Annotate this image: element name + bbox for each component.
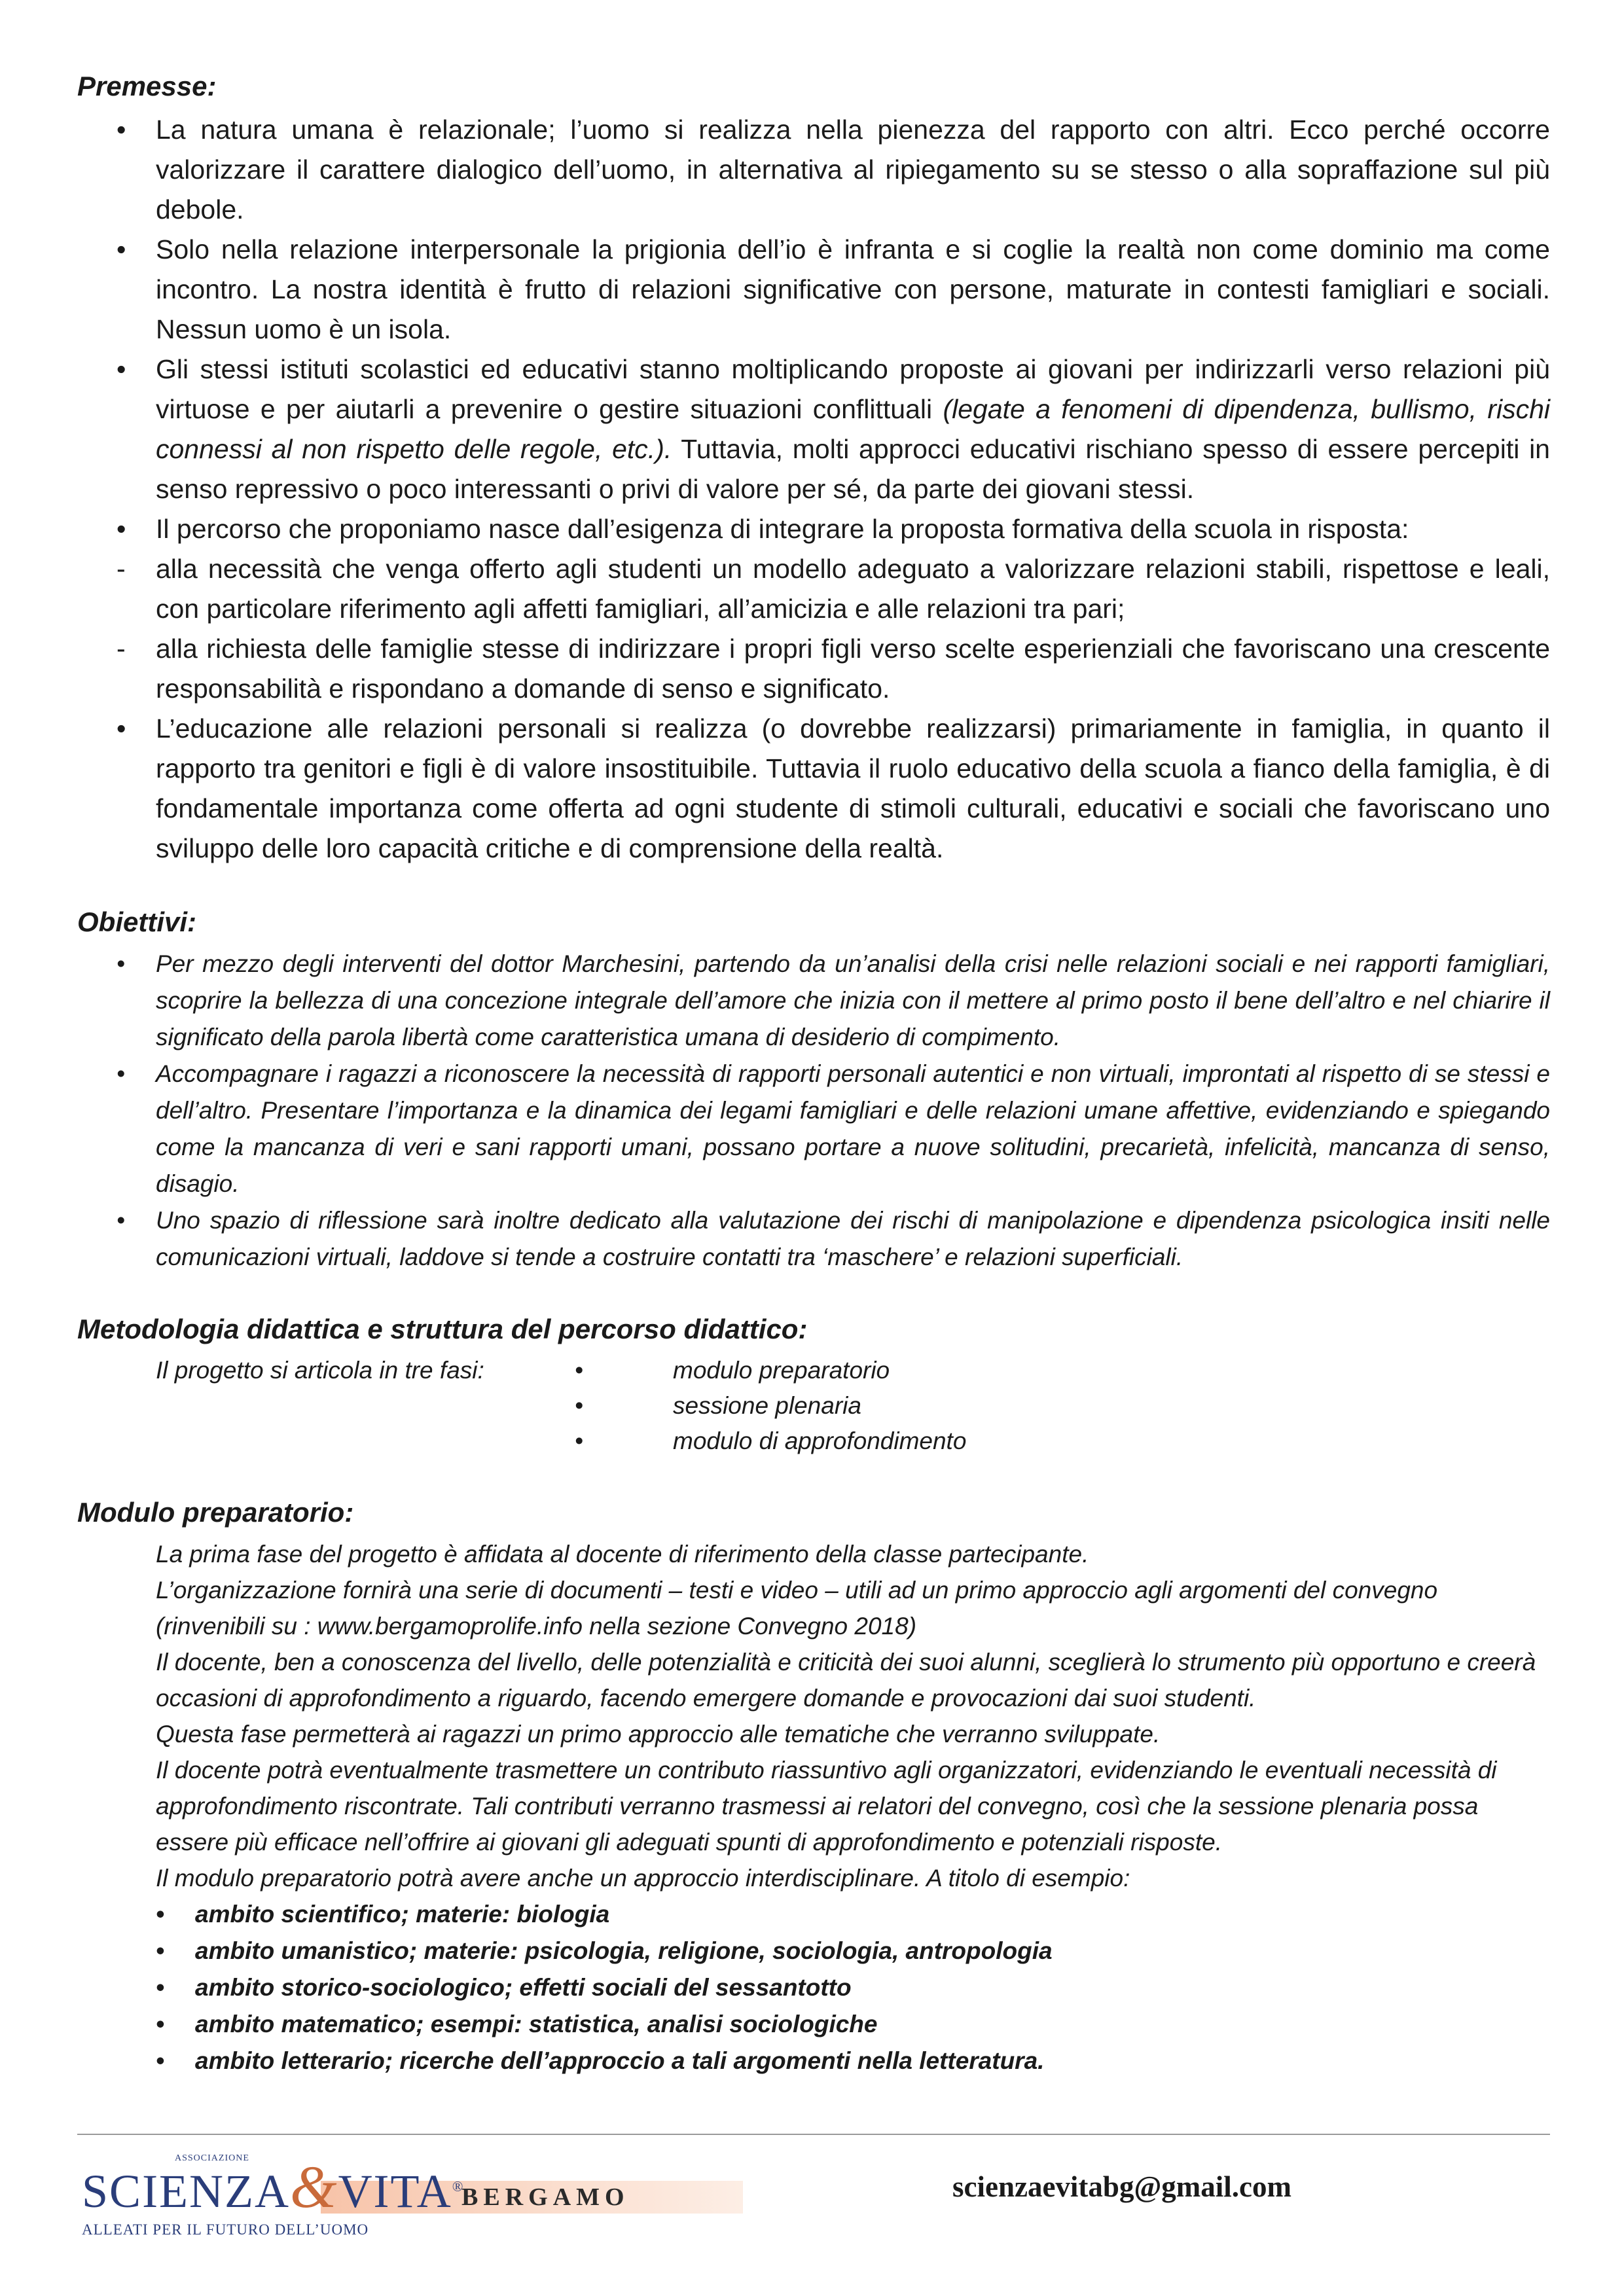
logo-city: BERGAMO	[461, 2183, 630, 2211]
bullet-marker: •	[117, 354, 126, 384]
item-text: Il percorso che proponiamo nasce dall’esigenza di integrare la proposta formativa della scuola in risposta:	[156, 514, 1409, 544]
list-item	[117, 946, 1550, 1056]
item-text: L’educazione alle relazioni personali si realizza (o dovrebbe realizzarsi) primariamente in famiglia, in quanto il rapporto tra genitori e figli è di valore insostituibile. Tuttavia il ruolo educativo della scuola a fianco della famiglia, è di fondamentale importanza come offerta ad ogni studente di stimoli culturali, educativi e sociali che favoriscano uno sviluppo delle loro capacità critiche e di comprensione della realtà.	[156, 713, 1550, 863]
list-item	[117, 110, 1550, 230]
bullet-marker: •	[117, 514, 126, 544]
item-text: alla richiesta delle famiglie stesse di indirizzare i propri figli verso scelte esperienziali che favoriscano una crescente responsabilità e rispondano a domande di senso e significato.	[156, 634, 1550, 704]
fase-text: modulo preparatorio	[673, 1357, 890, 1384]
bullet-marker: •	[117, 1207, 125, 1234]
item-text: alla necessità che venga offerto agli studenti un modello adeguato a valorizzare relazioni stabili, rispettose e leali, con particolare riferimento agli affetti famigliari, all’amicizia e alle relazioni tra pari;	[156, 554, 1550, 624]
item-text-after: Tuttavia, molti approcci educativi rischiano spesso di essere percepiti in senso repressivo o poco interessanti o privi di valore per sé, da parte dei giovani stessi.	[156, 434, 1550, 504]
list-item	[117, 549, 1550, 629]
bullet-marker: •	[156, 2011, 164, 2037]
list-item	[156, 1933, 1550, 1969]
ambito-text: ambito storico-sociologico; effetti sociali del sessantotto	[195, 1974, 852, 2001]
heading-modulo: Modulo preparatorio:	[77, 1497, 354, 1528]
footer-divider	[77, 2134, 1550, 2135]
section-obiettivi	[77, 901, 1550, 1276]
ambito-text: ambito scientifico; materie: biologia	[195, 1901, 610, 1928]
bullet-marker: •	[156, 1974, 164, 2001]
item-text: Solo nella relazione interpersonale la prigionia dell’io è infranta e si coglie la realtà non come dominio ma come incontro. La nostra identità è frutto di relazioni significative con persone, maturate in contesti famigliari e sociali. Nessun uomo è un isola.	[156, 234, 1550, 344]
section-metodologia	[77, 1308, 1550, 1459]
heading-metodologia: Metodologia didattica e struttura del percorso didattico:	[77, 1314, 808, 1344]
ambito-text: ambito umanistico; materie: psicologia, religione, sociologia, antropologia	[195, 1937, 1053, 1964]
logo-ampersand: &	[290, 2153, 338, 2220]
fasi-list	[575, 1353, 966, 1459]
fasi-intro: Il progetto si articola in tre fasi:	[156, 1357, 484, 1384]
list-item	[156, 2006, 1550, 2043]
paragraph: Il docente, ben a conoscenza del livello, delle potenzialità e criticità dei suoi alunni, sceglierà lo strumento più opportuno e creerà occasioni di approfondimento a riguardo, facendo emergere domande e provocazioni dai suoi studenti.	[156, 1649, 1536, 1712]
scienza-vita-logo	[82, 2153, 743, 2245]
item-text: La natura umana è relazionale; l’uomo si realizza nella pienezza del rapporto con altri. Ecco perché occorre valorizzare il carattere dialogico dell’uomo, in alternativa al ripiegamento su se stesso o alla sopraffazione sul più debole.	[156, 115, 1550, 224]
item-text: Gli stessi istituti scolastici ed educativi stanno moltiplicando proposte ai giovani per indirizzarli verso relazioni più virtuose e per aiutarli a prevenire o gestire situazioni conflittuali	[156, 354, 1550, 424]
ambito-text: ambito letterario; ricerche dell’approccio a tali argomenti nella letteratura.	[195, 2047, 1045, 2074]
item-text: Per mezzo degli interventi del dottor Marchesini, partendo da un’analisi della crisi nelle relazioni sociali e nei rapporti famigliari, scoprire la bellezza di una concezione integrale dell’amore che inizia con il mettere al primo posto il bene dell’altro e nel chiarire il significato della parola libertà come caratteristica umana di desiderio di compimento.	[156, 950, 1550, 1050]
list-item	[117, 709, 1550, 869]
bullet-marker: •	[156, 1901, 164, 1928]
dash-marker: -	[117, 554, 126, 584]
fasi-row	[77, 1353, 1550, 1459]
item-text-italic: (legate a fenomeni di dipendenza, bullismo, rischi connessi al non rispetto delle regole, etc.).	[156, 394, 1550, 464]
item-text: Accompagnare i ragazzi a riconoscere la necessità di rapporti personali autentici e non virtuali, improntati al rispetto di se stessi e dell’altro. Presentare l’importanza e la dinamica dei legami famigliari e delle relazioni umane affettive, evidenziando e spiegando come la mancanza di veri e sani rapporti umani, possano portare a nuove solitudini, precarietà, infelicità, mancanza di senso, disagio.	[156, 1060, 1550, 1197]
bullet-marker: •	[117, 950, 125, 977]
logo-left-word: SCIENZA	[82, 2165, 290, 2217]
dash-marker: -	[117, 634, 126, 664]
list-item	[117, 350, 1550, 509]
logo-right-word: VITA	[338, 2165, 452, 2217]
paragraph: L’organizzazione fornirà una serie di documenti – testi e video – utili ad un primo approccio agli argomenti del convegno (rinvenibili su : www.bergamoprolife.info nella sezione Convegno 2018)	[156, 1577, 1438, 1640]
list-item	[117, 1056, 1550, 1202]
bullet-marker: •	[575, 1392, 583, 1419]
list-item	[156, 1969, 1550, 2006]
list-item	[156, 1896, 1550, 1933]
section-premesse	[77, 65, 1550, 869]
list-item	[117, 230, 1550, 350]
bullet-marker: •	[156, 2047, 164, 2074]
paragraph: Il docente potrà eventualmente trasmettere un contributo riassuntivo agli organizzatori, evidenziando le eventuali necessità di approfondimento riscontrate. Tali contributi verranno trasmessi ai relatori del convegno, così che la sessione plenaria possa essere più efficace nell’offrire ai giovani gli adeguati spunti di approfondimento e potenziali risposte.	[156, 1757, 1497, 1856]
bullet-marker: •	[575, 1357, 583, 1384]
fase-text: sessione plenaria	[673, 1392, 861, 1419]
heading-obiettivi: Obiettivi:	[77, 906, 197, 937]
paragraph: La prima fase del progetto è affidata al docente di riferimento della classe partecipante.	[156, 1541, 1089, 1568]
bullet-marker: •	[117, 115, 126, 145]
bullet-marker: •	[117, 234, 126, 264]
bullet-marker: •	[117, 713, 126, 744]
list-item	[117, 629, 1550, 709]
item-text: Uno spazio di riflessione sarà inoltre dedicato alla valutazione dei rischi di manipolazione e dipendenza psicologica insiti nelle comunicazioni virtuali, laddove si tende a costruire contatti tra ‘maschere’ e relazioni superficiali.	[156, 1207, 1550, 1270]
paragraph: Questa fase permetterà ai ragazzi un primo approccio alle tematiche che verranno sviluppate.	[156, 1721, 1161, 1748]
list-item	[575, 1353, 966, 1388]
list-item	[575, 1424, 966, 1459]
premesse-list	[77, 110, 1550, 869]
obiettivi-list	[77, 946, 1550, 1276]
bullet-marker: •	[575, 1427, 583, 1454]
document-body	[77, 65, 1550, 2112]
ambito-text: ambito matematico; esempi: statistica, analisi sociologiche	[195, 2011, 878, 2037]
heading-premesse: Premesse:	[77, 71, 217, 101]
list-item	[156, 2043, 1550, 2079]
list-item	[575, 1388, 966, 1424]
ambiti-list	[77, 1896, 1550, 2079]
footer-email[interactable]: scienzaevitabg@gmail.com	[952, 2170, 1292, 2203]
logo-registered-mark: ®	[452, 2178, 465, 2195]
list-item	[117, 509, 1550, 549]
fase-text: modulo di approfondimento	[673, 1427, 967, 1454]
paragraph: Il modulo preparatorio potrà avere anche un approccio interdisciplinare. A titolo di esempio:	[156, 1865, 1130, 1892]
logo-assoc-text: ASSOCIAZIONE	[175, 2153, 249, 2163]
logo-tagline: ALLEATI PER IL FUTURO DELL’UOMO	[82, 2221, 369, 2238]
list-item	[117, 1202, 1550, 1276]
section-modulo	[77, 1492, 1550, 2079]
bullet-marker: •	[156, 1937, 164, 1964]
bullet-marker: •	[117, 1060, 125, 1087]
